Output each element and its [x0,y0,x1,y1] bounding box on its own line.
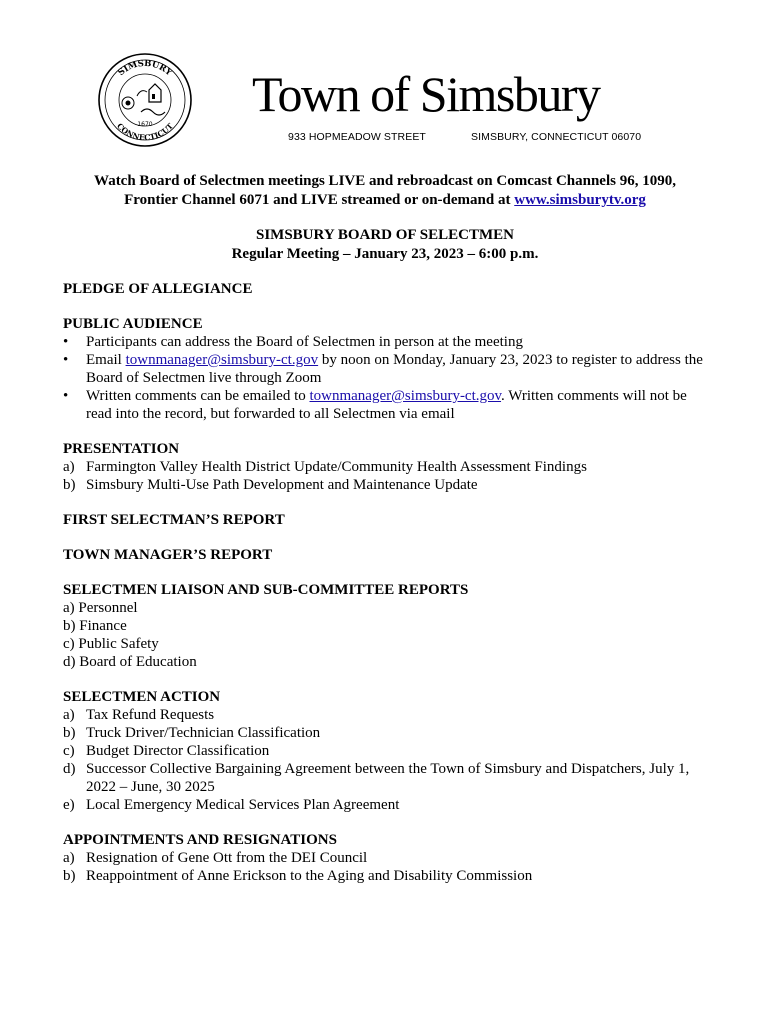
town-title: Town of Simsbury [252,66,600,122]
list-item [63,476,713,494]
meeting-date: Regular Meeting – January 23, 2023 – 6:00 p.m. [231,246,539,262]
item-text: by noon on Monday, January 23, 2023 to register to address the Board of Selectmen live through Zoom [86,352,703,386]
list-item [63,458,713,476]
city-state-zip: SIMSBURY, CONNECTICUT 06070 [471,131,642,143]
list-item: b) Finance [63,618,127,634]
item-text: Participants can address the Board of Selectmen in person at the meeting [86,334,523,350]
section-heading: APPOINTMENTS AND RESIGNATIONS [63,832,337,848]
section-heading: PRESENTATION [63,441,180,457]
section-first-selectman [63,511,713,529]
list-item: d) Board of Education [63,654,197,670]
email-link[interactable]: townmanager@simsbury-ct.gov [125,352,319,368]
seal-top-text: SIMSBURY [116,58,174,79]
section-presentation [63,440,713,494]
item-text: Tax Refund Requests [86,707,215,723]
section-town-manager [63,546,713,564]
item-marker: b) [63,868,76,884]
section-heading: FIRST SELECTMAN’S REPORT [63,512,285,528]
section-heading: SELECTMEN LIAISON AND SUB-COMMITTEE REPORTS [63,582,469,598]
email-link[interactable]: townmanager@simsbury-ct.gov [309,388,502,404]
item-text: Email [86,352,126,368]
section-pledge [63,280,713,298]
item-text: Successor Collective Bargaining Agreement between the Town of Simsbury and Dispatchers, July 1, 2022 – June, 30 2025 [86,761,690,795]
item-text: Written comments can be emailed to [86,388,310,404]
list-item [63,351,713,387]
list-item [63,849,713,867]
item-text: . Written comments will not be read into the record, but forwarded to all Selectmen via email [86,388,687,422]
simsburytv-link[interactable]: www.simsburytv.org [514,192,646,208]
list-item [63,724,713,742]
section-public-audience [63,315,713,423]
item-text: Budget Director Classification [86,743,270,759]
section-appointments [63,831,713,885]
section-selectmen-action [63,688,713,814]
list-item [63,760,713,796]
list-item [63,867,713,885]
meeting-header [60,226,710,264]
item-marker: b) [63,477,76,493]
seal-bottom-text: CONNECTICUT [115,121,175,143]
svg-text:SIMSBURY [116,59,174,79]
bullet-icon: • [63,334,69,350]
list-item: c) Public Safety [63,636,159,652]
item-marker: a) [63,459,75,475]
item-marker: a) [63,850,75,866]
item-marker: d) [63,761,76,777]
list-item: a) Personnel [63,600,138,616]
section-heading: PLEDGE OF ALLEGIANCE [63,281,253,297]
street-address: 933 HOPMEADOW STREET [288,131,426,143]
item-marker: b) [63,725,76,741]
item-text: Truck Driver/Technician Classification [86,725,321,741]
list-item [63,706,713,724]
list-item [63,742,713,760]
section-heading: PUBLIC AUDIENCE [63,316,203,332]
section-heading: SELECTMEN ACTION [63,689,221,705]
list-item [63,796,713,814]
section-liaison-reports [63,581,713,671]
item-marker: a) [63,707,75,723]
town-seal-logo [97,52,193,148]
notice-line-2 [60,191,710,210]
item-marker: c) [63,743,75,759]
list-item [63,387,713,423]
item-text: Simsbury Multi-Use Path Development and Maintenance Update [86,477,478,493]
item-text: Local Emergency Medical Services Plan Agreement [86,797,400,813]
broadcast-notice [60,172,710,210]
section-heading: TOWN MANAGER’S REPORT [63,547,273,563]
item-text: Resignation of Gene Ott from the DEI Council [86,850,368,866]
bullet-icon: • [63,352,69,368]
notice-line-2-text: Frontier Channel 6071 and LIVE streamed or on-demand at [124,192,515,208]
seal-year: 1670 [137,121,153,128]
bullet-icon: • [63,388,69,404]
item-marker: e) [63,797,75,813]
agenda-body [63,280,713,902]
board-name: SIMSBURY BOARD OF SELECTMEN [256,227,514,243]
list-item [63,333,713,351]
notice-line-1: Watch Board of Selectmen meetings LIVE and rebroadcast on Comcast Channels 96, 1090, [94,173,676,189]
item-text: Farmington Valley Health District Update/Community Health Assessment Findings [86,459,587,475]
item-text: Reappointment of Anne Erickson to the Aging and Disability Commission [86,868,533,884]
